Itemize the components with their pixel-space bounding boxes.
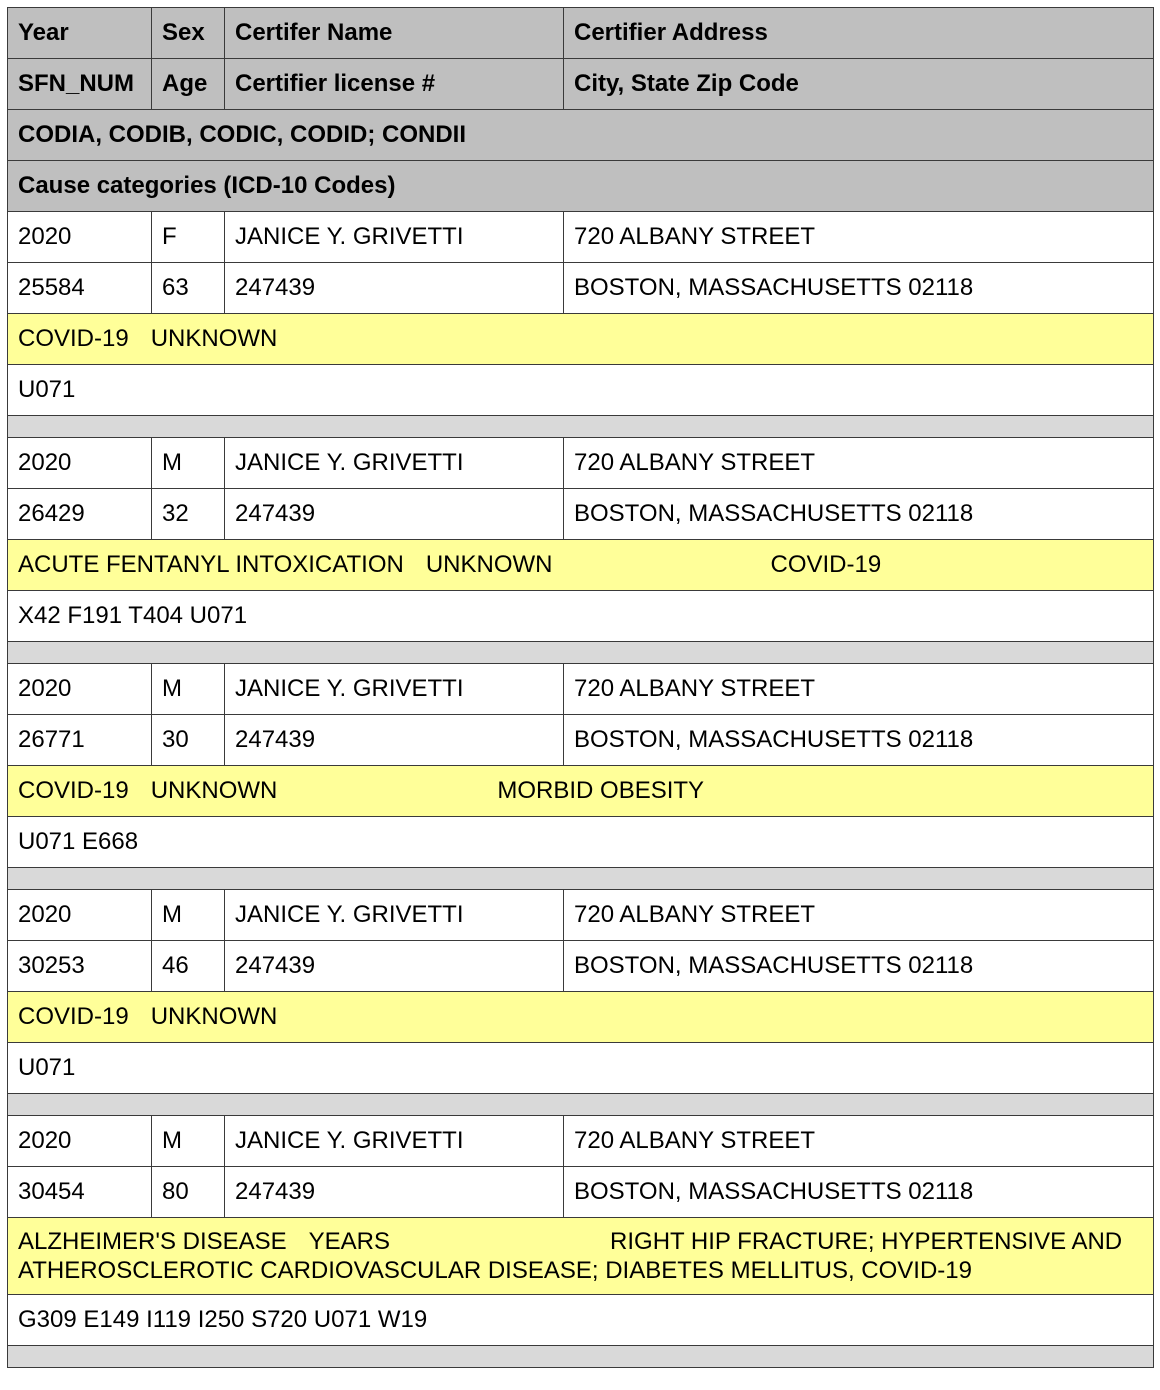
cause-interval: UNKNOWN xyxy=(150,777,278,804)
record-city-state-zip: BOSTON, MASSACHUSETTS 02118 xyxy=(564,941,1154,992)
header-cause-fields: CODIA, CODIB, CODIC, CODID; CONDII xyxy=(8,110,1154,161)
record-codes-row xyxy=(8,365,1154,416)
record-sfn-num: 26429 xyxy=(8,489,152,540)
record-separator xyxy=(8,1346,1154,1368)
record-cause-row xyxy=(8,992,1154,1043)
record-row-a xyxy=(8,664,1154,715)
separator-cell xyxy=(8,868,1154,890)
header-sex: Sex xyxy=(152,8,225,59)
record-icd-codes: U071 E668 xyxy=(8,817,1154,868)
cause-primary: COVID-19 xyxy=(18,325,129,352)
header-row-3 xyxy=(8,110,1154,161)
record-certifier-address: 720 ALBANY STREET xyxy=(564,890,1154,941)
record-sfn-num: 30454 xyxy=(8,1167,152,1218)
record-certifier-address: 720 ALBANY STREET xyxy=(564,664,1154,715)
record-city-state-zip: BOSTON, MASSACHUSETTS 02118 xyxy=(564,489,1154,540)
cause-secondary: COVID-19 xyxy=(770,551,882,578)
record-year: 2020 xyxy=(8,664,152,715)
record-certifier-license: 247439 xyxy=(225,489,564,540)
header-age: Age xyxy=(152,59,225,110)
record-sfn-num: 25584 xyxy=(8,263,152,314)
record-separator xyxy=(8,416,1154,438)
record-year: 2020 xyxy=(8,1116,152,1167)
record-row-a xyxy=(8,438,1154,489)
header-certifier-license: Certifier license # xyxy=(225,59,564,110)
record-certifier-license: 247439 xyxy=(225,715,564,766)
record-certifier-name: JANICE Y. GRIVETTI xyxy=(225,212,564,263)
record-row-a xyxy=(8,890,1154,941)
record-icd-codes: U071 xyxy=(8,1043,1154,1094)
separator-cell xyxy=(8,1094,1154,1116)
cause-primary: COVID-19 xyxy=(18,1003,129,1030)
record-icd-codes: G309 E149 I119 I250 S720 U071 W19 xyxy=(8,1295,1154,1346)
record-sex: M xyxy=(152,1116,225,1167)
header-certifier-name: Certifer Name xyxy=(225,8,564,59)
record-row-a xyxy=(8,212,1154,263)
record-certifier-name: JANICE Y. GRIVETTI xyxy=(225,664,564,715)
record-city-state-zip: BOSTON, MASSACHUSETTS 02118 xyxy=(564,1167,1154,1218)
cause-interval: UNKNOWN xyxy=(150,325,278,352)
record-row-b xyxy=(8,263,1154,314)
record-certifier-license: 247439 xyxy=(225,941,564,992)
header-sfn-num: SFN_NUM xyxy=(8,59,152,110)
record-age: 30 xyxy=(152,715,225,766)
record-codes-row xyxy=(8,591,1154,642)
record-codes-row xyxy=(8,817,1154,868)
record-cause-text xyxy=(8,1218,1154,1295)
record-cause-row xyxy=(8,1218,1154,1295)
record-age: 46 xyxy=(152,941,225,992)
separator-cell xyxy=(8,1346,1154,1368)
record-cause-text xyxy=(8,766,1154,817)
record-sfn-num: 30253 xyxy=(8,941,152,992)
record-sfn-num: 26771 xyxy=(8,715,152,766)
record-sex: M xyxy=(152,890,225,941)
record-sex: F xyxy=(152,212,225,263)
record-year: 2020 xyxy=(8,890,152,941)
record-certifier-license: 247439 xyxy=(225,1167,564,1218)
record-row-b xyxy=(8,1167,1154,1218)
record-city-state-zip: BOSTON, MASSACHUSETTS 02118 xyxy=(564,263,1154,314)
record-certifier-name: JANICE Y. GRIVETTI xyxy=(225,1116,564,1167)
cause-secondary: RIGHT HIP FRACTURE; HYPERTENSIVE AND ATHEROSCLEROTIC CARDIOVASCULAR DISEASE; DIABETES MELLITUS, COVID-19 xyxy=(18,1228,1123,1284)
record-cause-row xyxy=(8,766,1154,817)
record-row-b xyxy=(8,715,1154,766)
cause-secondary: MORBID OBESITY xyxy=(497,777,705,804)
header-row-1 xyxy=(8,8,1154,59)
record-certifier-address: 720 ALBANY STREET xyxy=(564,212,1154,263)
header-row-2 xyxy=(8,59,1154,110)
record-row-b xyxy=(8,941,1154,992)
record-codes-row xyxy=(8,1043,1154,1094)
cause-interval: UNKNOWN xyxy=(425,551,553,578)
record-codes-row xyxy=(8,1295,1154,1346)
record-year: 2020 xyxy=(8,212,152,263)
cause-primary: ALZHEIMER'S DISEASE xyxy=(18,1228,287,1255)
record-age: 32 xyxy=(152,489,225,540)
record-cause-row xyxy=(8,314,1154,365)
record-row-a xyxy=(8,1116,1154,1167)
record-separator xyxy=(8,868,1154,890)
record-city-state-zip: BOSTON, MASSACHUSETTS 02118 xyxy=(564,715,1154,766)
header-year: Year xyxy=(8,8,152,59)
record-cause-text xyxy=(8,992,1154,1043)
header-row-4 xyxy=(8,161,1154,212)
record-certifier-name: JANICE Y. GRIVETTI xyxy=(225,890,564,941)
cause-primary: COVID-19 xyxy=(18,777,129,804)
record-row-b xyxy=(8,489,1154,540)
record-sex: M xyxy=(152,664,225,715)
record-sex: M xyxy=(152,438,225,489)
header-city-state-zip: City, State Zip Code xyxy=(564,59,1154,110)
record-age: 80 xyxy=(152,1167,225,1218)
record-year: 2020 xyxy=(8,438,152,489)
separator-cell xyxy=(8,642,1154,664)
record-age: 63 xyxy=(152,263,225,314)
record-certifier-license: 247439 xyxy=(225,263,564,314)
header-certifier-address: Certifier Address xyxy=(564,8,1154,59)
death-records-table xyxy=(7,7,1154,1368)
table-body xyxy=(8,8,1154,1368)
record-cause-text xyxy=(8,314,1154,365)
record-certifier-name: JANICE Y. GRIVETTI xyxy=(225,438,564,489)
header-cause-categories: Cause categories (ICD-10 Codes) xyxy=(8,161,1154,212)
record-certifier-address: 720 ALBANY STREET xyxy=(564,1116,1154,1167)
record-separator xyxy=(8,1094,1154,1116)
cause-interval: UNKNOWN xyxy=(150,1003,278,1030)
cause-primary: ACUTE FENTANYL INTOXICATION xyxy=(18,551,404,578)
record-cause-text xyxy=(8,540,1154,591)
record-icd-codes: U071 xyxy=(8,365,1154,416)
record-certifier-address: 720 ALBANY STREET xyxy=(564,438,1154,489)
record-icd-codes: X42 F191 T404 U071 xyxy=(8,591,1154,642)
separator-cell xyxy=(8,416,1154,438)
cause-interval: YEARS xyxy=(308,1228,391,1255)
record-cause-row xyxy=(8,540,1154,591)
record-separator xyxy=(8,642,1154,664)
